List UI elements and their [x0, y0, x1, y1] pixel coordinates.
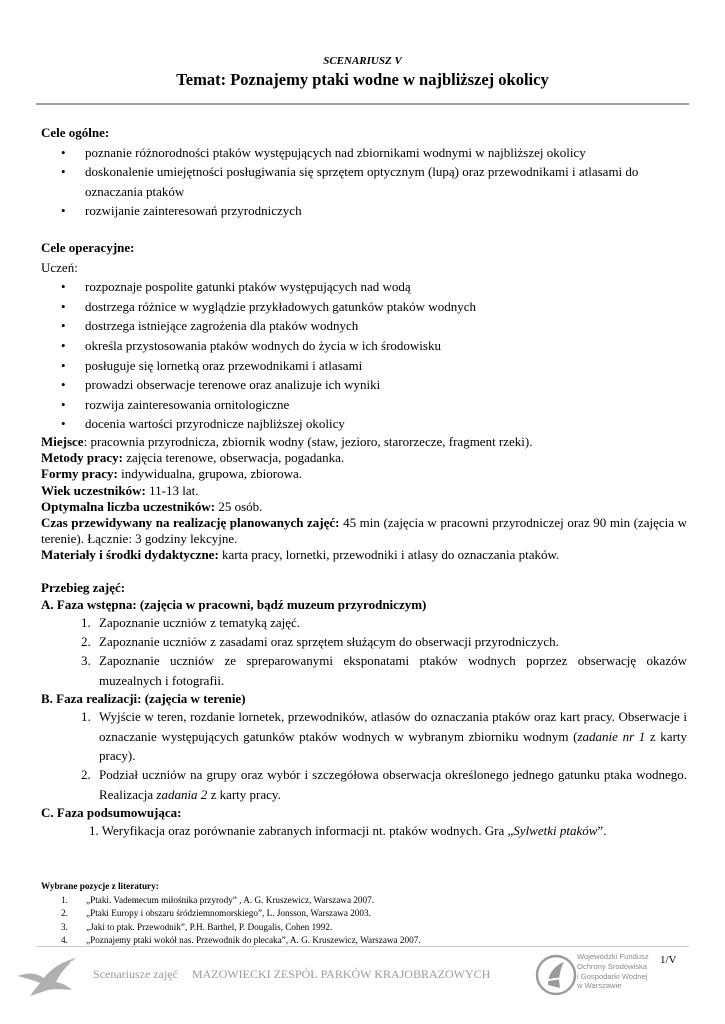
list-item: • określa przystosowania ptaków wodnych do życia w ich środowisku [41, 336, 687, 356]
methods-line [41, 450, 687, 466]
item-number: 3. [61, 921, 68, 932]
list-item: • rozwija zainteresowania ornitologiczne [41, 395, 687, 415]
count-line [41, 499, 687, 515]
item-number: 2. [61, 908, 68, 919]
series-label: Scenariusze zajęć [93, 967, 178, 981]
item-number: 1. [61, 894, 68, 905]
literature-item [41, 907, 661, 921]
phase-a-step [41, 613, 687, 632]
step-number: 2. [81, 633, 91, 649]
phase-a-step [41, 651, 687, 690]
bird-logo-icon [16, 956, 80, 998]
phase-b-step [41, 765, 687, 804]
count-label: Optymalna liczba uczestników: [41, 498, 216, 514]
operational-goals-heading: Cele operacyjne: [41, 239, 135, 255]
footer-caption [93, 967, 490, 982]
general-goals-heading: Cele ogólne: [41, 125, 110, 140]
age-value: 11-13 lat. [145, 482, 199, 498]
general-goals-list [41, 143, 687, 221]
age-line [41, 483, 687, 499]
step-text: Zapoznanie uczniów z zasadami oraz sprzętem służącym do obserwacji przyrodniczych. [99, 633, 559, 649]
list-item: • posługuje się lornetką oraz przewodnikami i atlasami [41, 356, 687, 376]
page-title: Temat: Poznajemy ptaki wodne w najbliższej okolicy [176, 70, 549, 89]
time-label: Czas przewidywany na realizację planowanych zajęć: [41, 514, 340, 530]
fund-line: w Warszawie [577, 981, 622, 991]
phase-a-step [41, 632, 687, 651]
forms-label: Formy pracy: [41, 466, 118, 482]
step-text-tail: z karty pracy). [99, 728, 688, 763]
fund-line: Wojewódzki Fundusz [577, 952, 649, 961]
phase-b-step [41, 707, 687, 765]
list-item: • rozpoznaje pospolite gatunki ptaków występujących nad wodą [41, 277, 687, 297]
operational-goals-list [41, 277, 687, 434]
list-item: • rozwijanie zainteresowań przyrodniczych [41, 201, 687, 221]
fund-logo-icon [534, 952, 578, 998]
document-header [0, 54, 725, 90]
place-value: : pracownia przyrodnicza, zbiornik wodny (staw, jezioro, starorzecze, fragment rzeki). [83, 433, 533, 449]
item-text: „Jaki to ptak. Przewodnik”, P.H. Barthel, P. Dougalis, Cohen 1992. [86, 921, 333, 932]
list-item: • dostrzega istniejące zagrożenia dla ptaków wodnych [41, 316, 687, 336]
step-number: 1. [81, 614, 91, 630]
page-number: 1/V [660, 954, 677, 966]
scenario-label: SCENARIUSZ V [323, 55, 402, 67]
phase-a-title: A. Faza wstępna: (zajęcia w pracowni, bądź muzeum przyrodniczym) [41, 596, 427, 612]
step-text-tail: ”. [597, 823, 607, 839]
organization-name: MAZOWIECKI ZESPÓŁ PARKÓW KRAJOBRAZOWYCH [191, 967, 491, 981]
count-value: 25 osób. [215, 498, 263, 514]
list-item: • docenia wartości przyrodnicze najbliższej okolicy [41, 414, 687, 434]
step-text: Podział uczniów na grupy oraz wybór i szczegółowa obserwacja określonego jednego gatunku ptaka wodnego. Realizacja [99, 767, 687, 802]
time-value: 45 min (zajęcia w pracowni przyrodniczej oraz 90 min (zajęcia w terenie). Łącznie: 3 godziny lekcyjne. [41, 514, 687, 547]
phase-c-title: C. Faza podsumowująca: [41, 805, 182, 821]
place-line [41, 434, 687, 450]
step-number: 1. [81, 709, 91, 725]
list-item: • dostrzega różnice w wyglądzie przykładowych gatunków ptaków wodnych [41, 297, 687, 317]
item-text: „Ptaki Europy i obszaru śródziemnomorskiego”, L. Jonsson, Warszawa 2003. [86, 908, 371, 919]
step-text: Zapoznanie uczniów ze spreparowanymi eksponatami ptaków wodnych poprzez obserwację okazów muzealnych i fotografii. [99, 653, 687, 688]
fund-name [577, 952, 649, 991]
footer-divider [36, 946, 689, 947]
step-text: Weryfikacja oraz porównanie zabranych informacji nt. ptaków wodnych. Gra „ [101, 823, 514, 839]
list-item: • poznanie różnorodności ptaków występujących nad zbiornikami wodnymi w najbliższej okolicy [41, 143, 687, 163]
place-label: Miejsce [41, 433, 84, 449]
step-number: 3. [81, 653, 91, 669]
literature-heading: Wybrane pozycje z literatury: [41, 881, 159, 891]
lesson-info [41, 434, 687, 564]
list-item: • prowadzi obserwacje terenowe oraz analizuje ich wyniki [41, 375, 687, 395]
methods-label: Metody pracy: [41, 450, 123, 466]
step-number: 1. [89, 823, 99, 839]
materials-line [41, 547, 687, 563]
forms-line [41, 466, 687, 482]
materials-label: Materiały i środki dydaktyczne: [41, 547, 219, 563]
task-reference: zadanie nr 1 [577, 728, 646, 744]
forms-value: indywidualna, grupowa, zbiorowa. [117, 466, 303, 482]
fund-line: Ochrony Środowiska [577, 961, 648, 971]
item-text: „Ptaki. Vademecum miłośnika przyrody” , A. G. Kruszewicz, Warszawa 2007. [86, 894, 374, 905]
game-title: Sylwetki ptaków [513, 823, 598, 839]
literature-item [41, 894, 661, 908]
materials-value: karta pracy, lornetki, przewodniki i atlasy do oznaczania ptaków. [218, 547, 560, 563]
step-text: Wyjście w teren, rozdanie lornetek, przewodników, atlasów do oznaczania ptaków oraz kart pracy. Obserwacje i oznaczanie występujących gatunków ptaków wodnych w wybranym zbiorniku wodnym ( [99, 709, 687, 744]
literature-section [41, 880, 661, 948]
step-text-tail: z karty pracy. [207, 786, 281, 802]
step-number: 2. [81, 767, 91, 783]
phase-c-step [41, 821, 687, 840]
task-reference: zadania 2 [156, 786, 208, 802]
document-body [41, 123, 687, 841]
step-text: Zapoznanie uczniów z tematyką zajęć. [99, 614, 301, 630]
operational-goals-subject: Uczeń: [41, 259, 78, 275]
methods-value: zajęcia terenowe, obserwacja, pogadanka. [122, 450, 345, 466]
item-number: 4. [61, 935, 68, 946]
header-divider [36, 103, 689, 105]
course-heading: Przebieg zajęć: [41, 579, 126, 595]
fund-line: i Gospodarki Wodnej [577, 971, 648, 981]
item-text: „Poznajemy ptaki wokół nas. Przewodnik do plecaka”, A. G. Kruszewicz, Warszawa 2007. [86, 935, 421, 946]
phase-b-title: B. Faza realizacji: (zajęcia w terenie) [41, 691, 246, 707]
age-label: Wiek uczestników: [41, 482, 146, 498]
literature-item [41, 921, 661, 935]
list-item: • doskonalenie umiejętności posługiwania się sprzętem optycznym (lupą) oraz przewodnikami i atlasami do oznaczania ptaków [41, 162, 687, 201]
time-line [41, 515, 687, 547]
